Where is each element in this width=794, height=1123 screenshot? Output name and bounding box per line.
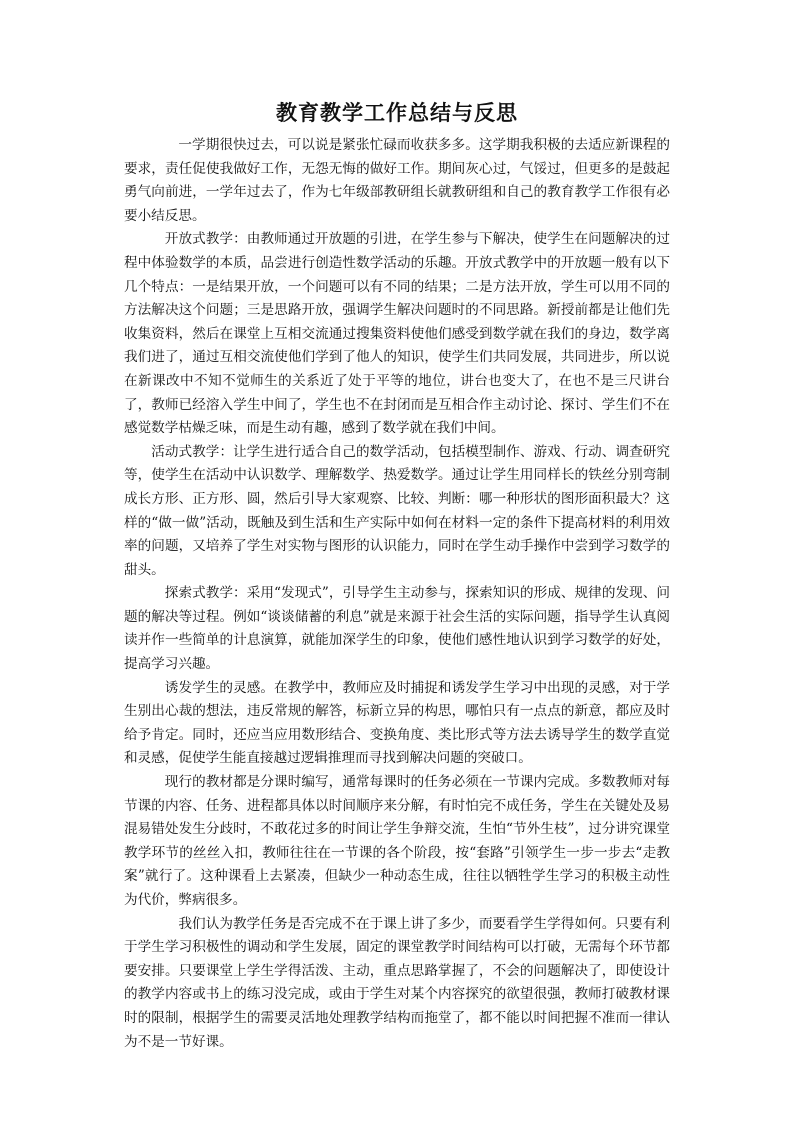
paragraph-curriculum-schedule: 现行的教材都是分课时编写，通常每课时的任务必须在一节课内完成。多数教师对每节课的内容、任务、进程都具体以时间顺序来分解，有时怕完不成任务，学生在关键处及易混易错处发生分歧时，不敢花过多的时间让学生争辩交流，生怕“节外生枝”，过分讲究课堂教学环节的丝丝入扣，教师往往在一节课的各个阶段，按“套路”引领学生一步一步去“走教案”就行了。这种课看上去紧凑，但缺少一种动态生成，往往以牺牲学生学习的积极主动性为代价，弊病很多。 — [124, 774, 670, 908]
paragraph-open-teaching: 开放式教学：由教师通过开放题的引进，在学生参与下解决，使学生在问题解决的过程中体验数学的本质，品尝进行创造性数学活动的乐趣。开放式教学中的开放题一般有以下几个特点：一是结果开放，一个问题可以有不同的结果；二是方法开放，学生可以用不同的方法解决这个问题；三是思路开放，强调学生解决问题时的不同思路。新授前都是让他们先收集资料，然后在课堂上互相交流通过搜集资料使他们感受到数学就在我们的身边，数学离我们进了，通过互相交流使他们学到了他人的知识，使学生们共同发展，共同进步，所以说在新课改中不知不觉师生的关系近了处于平等的地位，讲台也变大了，在也不是三尺讲台了，教师已经溶入学生中间了，学生也不在封闭而是互相合作主动讨论、探讨、学生们不在感觉数学枯燥乏味，而是生动有趣，感到了数学就在我们中间。 — [124, 231, 670, 437]
paragraph-activity-teaching: 活动式教学：让学生进行适合自己的数学活动，包括模型制作、游戏、行动、调查研究等，使学生在活动中认识数学、理解数学、热爱数学。通过让学生用同样长的铁丝分别弯制成长方形、正方形、圆，然后引导大家观察、比较、判断：哪一种形状的图形面积最大？这样的“做一做”活动，既触及到生活和生产实际中如何在材料一定的条件下提高材料的利用效率的问题，又培养了学生对实物与图形的认识能力，同时在学生动手操作中尝到学习数学的甜头。 — [124, 443, 670, 578]
paragraph-exploratory-teaching: 探索式教学：采用“发现式”，引导学生主动参与，探索知识的形成、规律的发现、问题的解决等过程。例如“谈谈储蓄的利息”就是来源于社会生活的实际问题，指导学生认真阅读并作一些简单的计息演算，就能加深学生的印象，使他们感性地认识到学习数学的好处，提高学习兴趣。 — [124, 585, 670, 673]
paragraph-teaching-task: 我们认为教学任务是否完成不在于课上讲了多少，而要看学生学得如何。只要有利于学生学习积极性的调动和学生发展，固定的课堂教学时间结构可以打破，无需每个环节都要安排。只要课堂上学生学得活泼、主动，重点思路掌握了，不会的问题解决了，即使设计的教学内容或书上的练习没完成，或由于学生对某个内容探究的欲望很强，教师打破教材课时的限制，根据学生的需要灵活地处理教学结构而拖堂了，都不能以时间把握不准而一律认为不是一节好课。 — [124, 915, 670, 1050]
document-title: 教育教学工作总结与反思 — [276, 100, 518, 125]
paragraph-intro: 一学期很快过去，可以说是紧张忙碌而收获多多。这学期我积极的去适应新课程的要求，责任促使我做好工作，无怨无悔的做好工作。期间灰心过，气馁过，但更多的是鼓起勇气向前进，一学年过去了，作为七年级部教研组长就教研组和自己的教育教学工作很有必要小结反思。 — [124, 137, 670, 224]
paragraph-inspiration: 诱发学生的灵感。在教学中，教师应及时捕捉和诱发学生学习中出现的灵感，对于学生别出心裁的想法，违反常规的解答，标新立异的构思，哪怕只有一点点的新意，都应及时给予肯定。同时，还应当应用数形结合、变换角度、类比形式等方法去诱导学生的数学直觉和灵感，促使学生能直接越过逻辑推理而寻找到解决问题的突破口。 — [124, 679, 670, 767]
